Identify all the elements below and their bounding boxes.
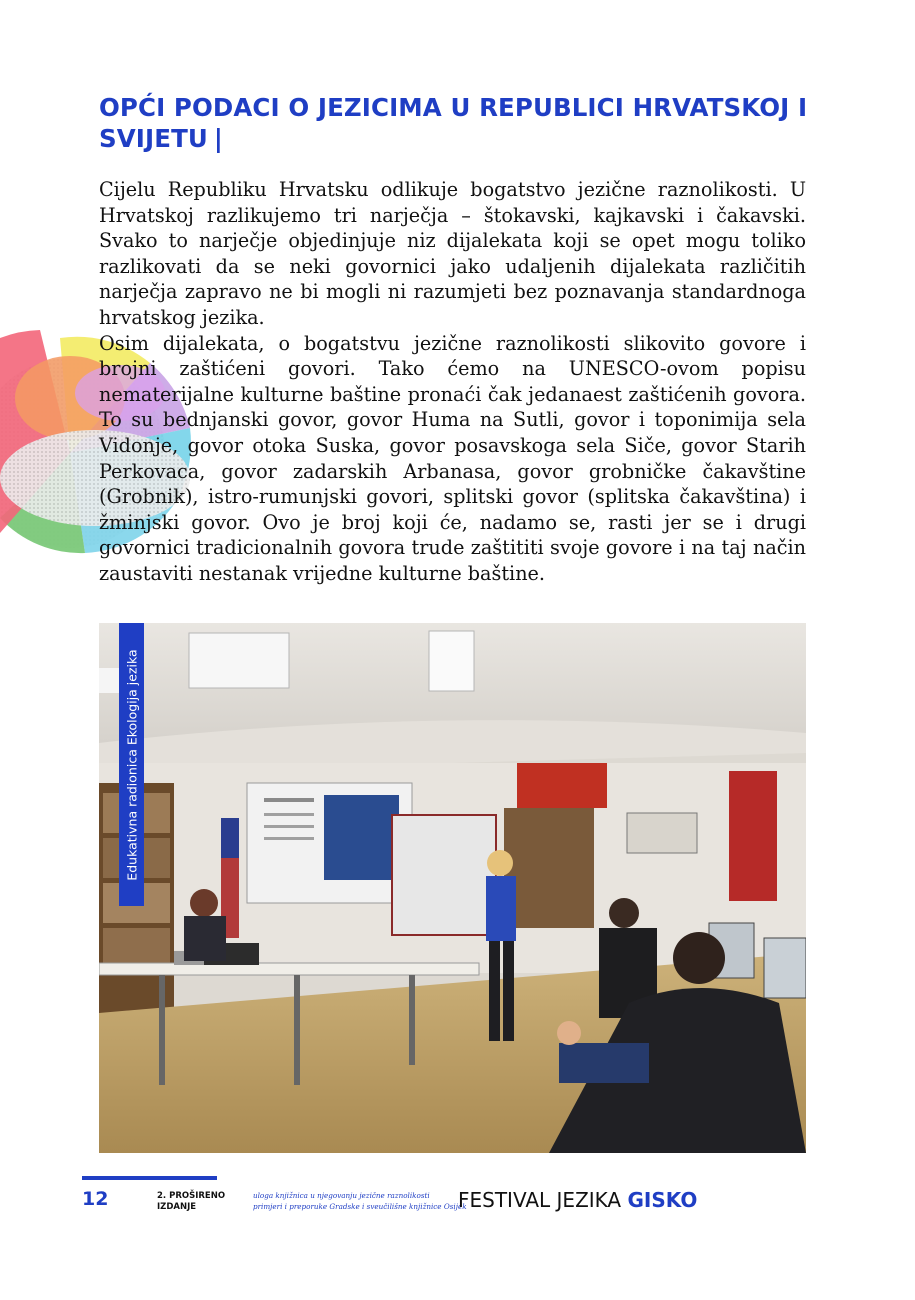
body-text: [99, 177, 806, 587]
handwritten-line-2: primjeri i preporuke Gradske i sveučilišne knjižnice Osijek: [253, 1202, 467, 1211]
paragraph-2: Osim dijalekata, o bogatstvu jezične raznolikosti slikovito govore i brojni zaštićeni govori. Tako ćemo na UNESCO-ovom popisu nematerijalne kulturne baštine pronaći čak jedanaest zaštićenih govora. To su bednjanski govor, govor Huma na Sutli, govor i toponimija sela Vidonje, govor otoka Suska, govor posavskoga sela Siče, govor Starih Perkovaca, govor zadarskih Arbanasa, govor grobničke čakavštine (Grobnik), istro-rumunjski govori, splitski govor (splitska čakavština) i žminjski govor. Ovo je broj koji će, nadamo se, rasti jer se i drugi govornici tradicionalnih govora trude zaštititi svoje govore i na taj način zaustaviti nestanak vrijedne kulturne baštine.: [99, 331, 806, 585]
photo-caption: [119, 623, 144, 906]
workshop-photo: [99, 623, 806, 1153]
page-title: [99, 92, 819, 154]
handwritten-line-1: uloga knjižnica u njegovanju jezične raznolikosti: [253, 1191, 430, 1200]
page-number: 12: [82, 1188, 109, 1210]
edition-line-2: IZDANJE: [157, 1202, 197, 1212]
handwritten-subtitle: [253, 1190, 467, 1212]
festival-prefix: FESTIVAL JEZIKA: [458, 1188, 622, 1212]
festival-logo-text: [458, 1188, 697, 1212]
title-text: OPĆI PODACI O JEZICIMA U REPUBLICI HRVATSKOJ I SVIJETU: [99, 93, 808, 153]
photo-caption-text: Edukativna radionica Ekologija jezika: [124, 648, 139, 881]
title-bar: |: [213, 124, 223, 153]
paragraph-1: Cijelu Republiku Hrvatsku odlikuje bogatstvo jezične raznolikosti. U Hrvatskoj razlikujemo tri narječja – štokavski, kajkavski i čakavski. Svako to narječje objedinjuje niz dijalekata koji se opet mogu toliko razlikovati da se neki govornici jako udaljenih dijalekata različitih narječja zapravo ne bi mogli ni razumjeti bez poznavanja standardnoga hrvatskog jezika.: [99, 178, 806, 329]
edition-line-1: 2. PROŠIRENO: [157, 1191, 226, 1201]
edition-label: [157, 1191, 225, 1213]
festival-accent: GISKO: [627, 1188, 698, 1212]
footer-rule: [82, 1176, 217, 1180]
